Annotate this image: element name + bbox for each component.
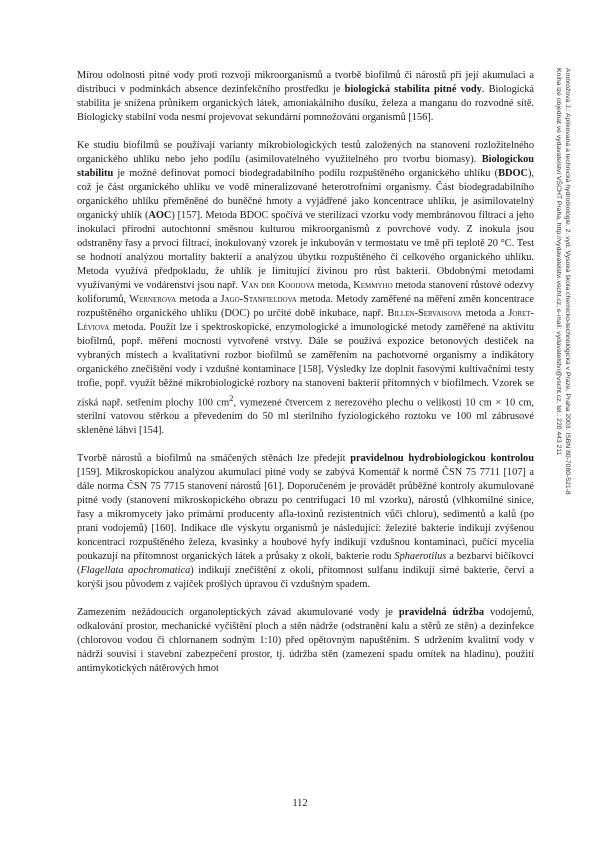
text: je možné definovat pomocí biodegradabilního podílu rozpuštěného organického uhlíku ( xyxy=(113,168,499,179)
superscript: 2 xyxy=(229,393,234,403)
text: , vymezené čtvercem z nerezového plechu o velikosti 10 cm × 10 cm, sterilní vatovou stěrkou a převedením do 50 ml sterilního fyziologického roztoku ve 100 ml zábrusové skleněné láhvi [154]. xyxy=(77,397,534,437)
page-number: 112 xyxy=(292,798,308,809)
text: . Biologická stabilita je snížena průnikem organických látek, amoniakálního dusíku, železa a manganu do rozvodné sítě. Biologicky stabilní voda nesmí projevovat sekundární pomnožování organismů [156]. xyxy=(77,84,535,123)
author-name: Joret-Léviova xyxy=(77,308,535,333)
text: a bezbarví bičíkovci ( xyxy=(77,551,534,577)
paragraph-biological-stability xyxy=(77,69,534,125)
text: metoda a xyxy=(176,294,221,305)
author-name: Kemmyho xyxy=(353,280,393,291)
bold-term: AOC xyxy=(148,210,172,221)
author-name: Billen-Servaisova xyxy=(387,308,462,319)
bold-term: pravidelná údržba xyxy=(398,607,485,619)
bold-term: biologická stabilita pitné vody xyxy=(344,84,482,95)
text: metoda a xyxy=(461,308,509,319)
text: ) [157]. Metoda BDOC spočívá ve sterilizaci vzorku vody membránovou filtrací a jeho inokulaci přírodní autochtonní směsnou kulturou mikroorganismů z povrchové vody. Z inokula jsou odstraněny řasy a prvoci filtrací, inokulovaný vzorek je inkubován v termostatu ve tmě při teplotě 20 °C. Test se hodnotí analýzou mortality bakterií a analýzou úbytku rozpuštěného či celkového organického uhlíku. Metoda využívá předpokladu, že uhlík je limitující živinou pro růst bakterií. Obdobnými metodami využívanými ve vodárenství jsou např. xyxy=(77,210,534,291)
text: vodojemů, odkalování prostor, mechanické vyčištění ploch a stěn nádrže (odstranění kalu a stěrů ze stěn) a dezinfekce (chlorovou vodou či chlornanem sodným 1:10) před opětovným napuštěním. S udržením kvalitní vody v nádrži souvisí i stavební zabezpečení prostor, tj. údržba stěn (zamezení spadu omítek na hladinu), použití antimykotických nátěrových hmot xyxy=(77,607,535,675)
italic-taxon: Sphaerotilus xyxy=(394,551,447,563)
bold-term: pravidelnou hydrobiologickou kontrolou xyxy=(350,453,534,465)
text: metoda, xyxy=(314,280,354,291)
text: [159]. Mikroskopickou analýzou akumulací pitné vody se zabývá Komentář k normě ČSN 75 7711 [107] a dále norma ČSN 75 7715 stanovení nárostů [61]. Doporučeném je provádět průběžné kontroly akumulované pitné vody (stanovení mikroskopického obrazu po centrifugaci 10 ml vzorku), nárostů (vlhkomilné sinice, řasy a mikromycety jako primární producenty afla-toxinů rezistentních vůči chloru), sedimentů a kalů (po praní vodojemů) [160]. Indikace dle výskytu organismů je následující: železité bakterie indikují zvýšenou koncentraci rozpuštěného železa, kvasinky a houbové hyfy indikují vzdušnou kontaminaci, pučící mycelia poukazují na přítomnost organických látek a průsaky z okolí, bakterie rodu xyxy=(77,467,534,563)
text: ) indikují znečištění z okolí, přítomnost sulfanu indikují sirné bakterie, červi a korýši jsou původem z vajíček prošlých úpravou či vzdušným spadem. xyxy=(77,565,534,591)
author-name: Jago-Stanfieldova xyxy=(220,294,297,305)
side-note-citation: Ambrožová J.: Aplikovaná a technická hydrobiologie. 2. vyd. Vysoká škola chemicko-technologická v Praze, Praha 2003. ISBN 80-7080-521-8 xyxy=(564,68,571,495)
paragraph-biofilm-tests xyxy=(77,139,534,438)
text: Zamezením nežádoucích organoleptických závad akumulované vody je xyxy=(77,607,399,619)
text: metoda stanovení růstové odezvy koliforumů, xyxy=(77,280,534,305)
text: metoda. Použít lze i spektroskopické, enzymologické a imunologické metody zaměřené na aktivitu biofilmů, popř. měření mocnosti vytvořené vrstvy. Dále se používá expozice betonových destiček na vybraných místech a kvalitativní rozbor biofilmů se zaměřením na pachotvorné organismy a indikátory organického znečištění vody i vzdušné kontaminace [158]. Výsledky lze doplnit řasovými kultivačními testy trofie, popř. využít běžné mikrobiologické rozbory na stanovení bakterií přítomných v biofilmech. Vzorek se získá např. setřením plochy 100 cm xyxy=(77,322,534,409)
author-name: Wernerova xyxy=(129,294,177,305)
paragraph-hydrobiological-control xyxy=(77,452,534,592)
text: Ke studiu biofilmů se používají varianty mikrobiologických testů založených na stanovení rozložitelného organického uhlíku nebo jeho podílu (asimilovatelného využitelného pro tvorbu biomasy). xyxy=(77,140,534,165)
text: Tvorbě nárostů a biofilmů na smáčených stěnách lze předejít xyxy=(77,453,351,465)
bold-term: BDOC xyxy=(498,168,528,179)
paragraph-maintenance xyxy=(77,606,534,676)
text: metoda. Metody zaměřené na měření změn koncentrace rozpuštěného organického uhlíku (DOC) po určité době inkubace, např. xyxy=(77,294,535,319)
text: Mírou odolnosti pitné vody proti rozvoji mikroorganismů a tvorbě biofilmů či nárostů při její akumulaci a distribuci v podmínkách absence dezinfekčního prostředku je xyxy=(77,70,534,95)
author-name: Van der Kooijova xyxy=(240,280,315,291)
side-note xyxy=(554,68,572,628)
side-note-order-info: Kniha lze objednat ve vydavatelství VŠCHT Praha, http://vydavatelstvi.vscht.cz, e-mail: vydavatelstvi@vscht.cz, tel.: 220 443 211 xyxy=(555,68,562,456)
bold-term: Biologickou stabilitu xyxy=(77,154,534,179)
italic-taxon: Flagellata apochromatica xyxy=(80,565,191,577)
text: ), což je část organického uhlíku ve vodě mineralizované heterotrofními organismy. Část biodegradabilního organického uhlíku přeměněné do buněčné hmoty a vyjádřené jako koncentrace uhlíku, je asimilovatelný organický uhlík ( xyxy=(77,168,534,221)
page-content xyxy=(77,69,534,690)
